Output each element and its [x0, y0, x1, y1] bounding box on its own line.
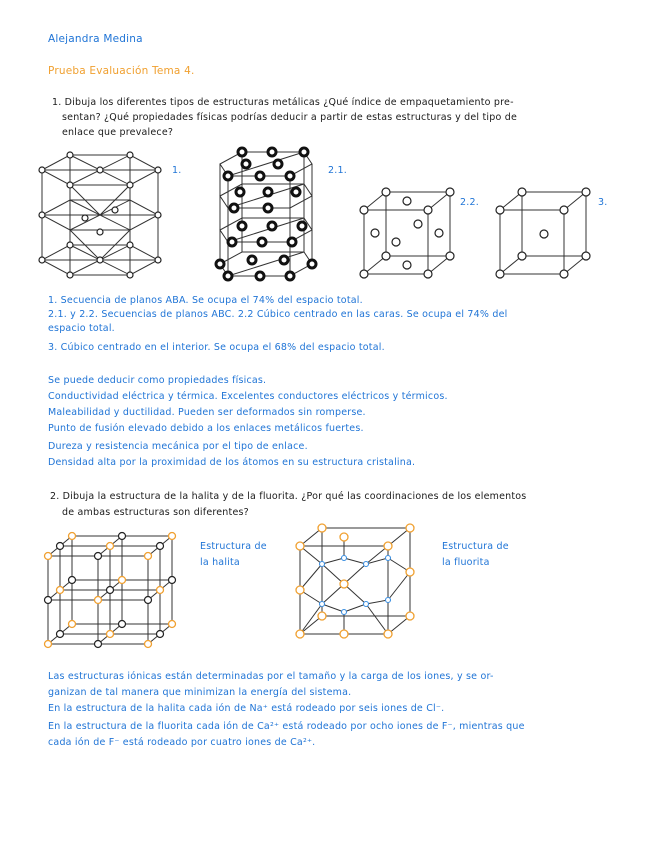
q2-answer-line-4: En la estructura de la fluorita cada ión de Ca²⁺ está rodeado por ocho iones de F⁻, mientras que: [48, 721, 525, 732]
props-line-2: Conductividad eléctrica y térmica. Excelentes conductores eléctricos y térmicos.: [48, 391, 448, 402]
figure-label-2-1: 2.1.: [328, 165, 347, 176]
bcc-cube-figure: [494, 188, 594, 280]
figure-label-2-2: 2.2.: [460, 197, 479, 208]
fcc-cube-figure: [358, 188, 458, 280]
answer-line-4: 3. Cúbico centrado en el interior. Se ocupa el 68% del espacio total.: [48, 342, 385, 353]
q2-answer-line-1: Las estructuras iónicas están determinadas por el tamaño y la carga de los iones, y se or-: [48, 671, 494, 682]
exam-title: Prueba Evaluación Tema 4.: [48, 65, 195, 77]
figure-label-3: 3.: [598, 197, 608, 208]
answer-line-1: 1. Secuencia de planos ABA. Se ocupa el 74% del espacio total.: [48, 295, 363, 306]
q2-line-2: de ambas estructuras son diferentes?: [62, 507, 249, 518]
props-line-3: Maleabilidad y ductilidad. Pueden ser deformados sin romperse.: [48, 407, 366, 418]
fluorite-structure-figure: [292, 524, 422, 642]
q2-line-1: 2. Dibuja la estructura de la halita y de la fluorita. ¿Por qué las coordinaciones de los elementos: [50, 491, 527, 502]
q2-answer-line-5: cada ión de F⁻ está rodeado por cuatro iones de Ca²⁺.: [48, 737, 316, 748]
props-line-6: Densidad alta por la proximidad de los átomos en su estructura cristalina.: [48, 457, 416, 468]
q1-line-2: sentan? ¿Qué propiedades físicas podrías deducir a partir de estas estructuras y del tipo de: [62, 112, 517, 123]
answer-line-2: 2.1. y 2.2. Secuencias de planos ABC. 2.2 Cúbico centrado en las caras. Se ocupa el 74% del: [48, 309, 508, 320]
halite-label-line-2: la halita: [200, 557, 240, 568]
halite-label-line-1: Estructura de: [200, 541, 267, 552]
q1-line-3: enlace que prevalece?: [62, 127, 174, 138]
q1-line-1: 1. Dibuja los diferentes tipos de estructuras metálicas ¿Qué índice de empaquetamiento pre-: [52, 97, 514, 108]
q2-answer-line-2: ganizan de tal manera que minimizan la energía del sistema.: [48, 687, 352, 698]
fluorite-label-line-2: la fluorita: [442, 557, 490, 568]
props-line-1: Se puede deducir como propiedades físicas.: [48, 375, 267, 386]
fluorite-label-line-1: Estructura de: [442, 541, 509, 552]
props-line-5: Dureza y resistencia mecánica por el tipo de enlace.: [48, 441, 308, 452]
figure-label-1: 1.: [172, 165, 182, 176]
abc-stacking-figure: [212, 146, 322, 284]
props-line-4: Punto de fusión elevado debido a los enlaces metálicos fuertes.: [48, 423, 364, 434]
halite-structure-figure: [42, 532, 184, 650]
q2-answer-line-3: En la estructura de la halita cada ión de Na⁺ está rodeado por seis iones de Cl⁻.: [48, 703, 445, 714]
author-name: Alejandra Medina: [48, 33, 143, 45]
hexagonal-structure-figure: [30, 150, 170, 280]
answer-line-3: espacio total.: [48, 323, 115, 334]
